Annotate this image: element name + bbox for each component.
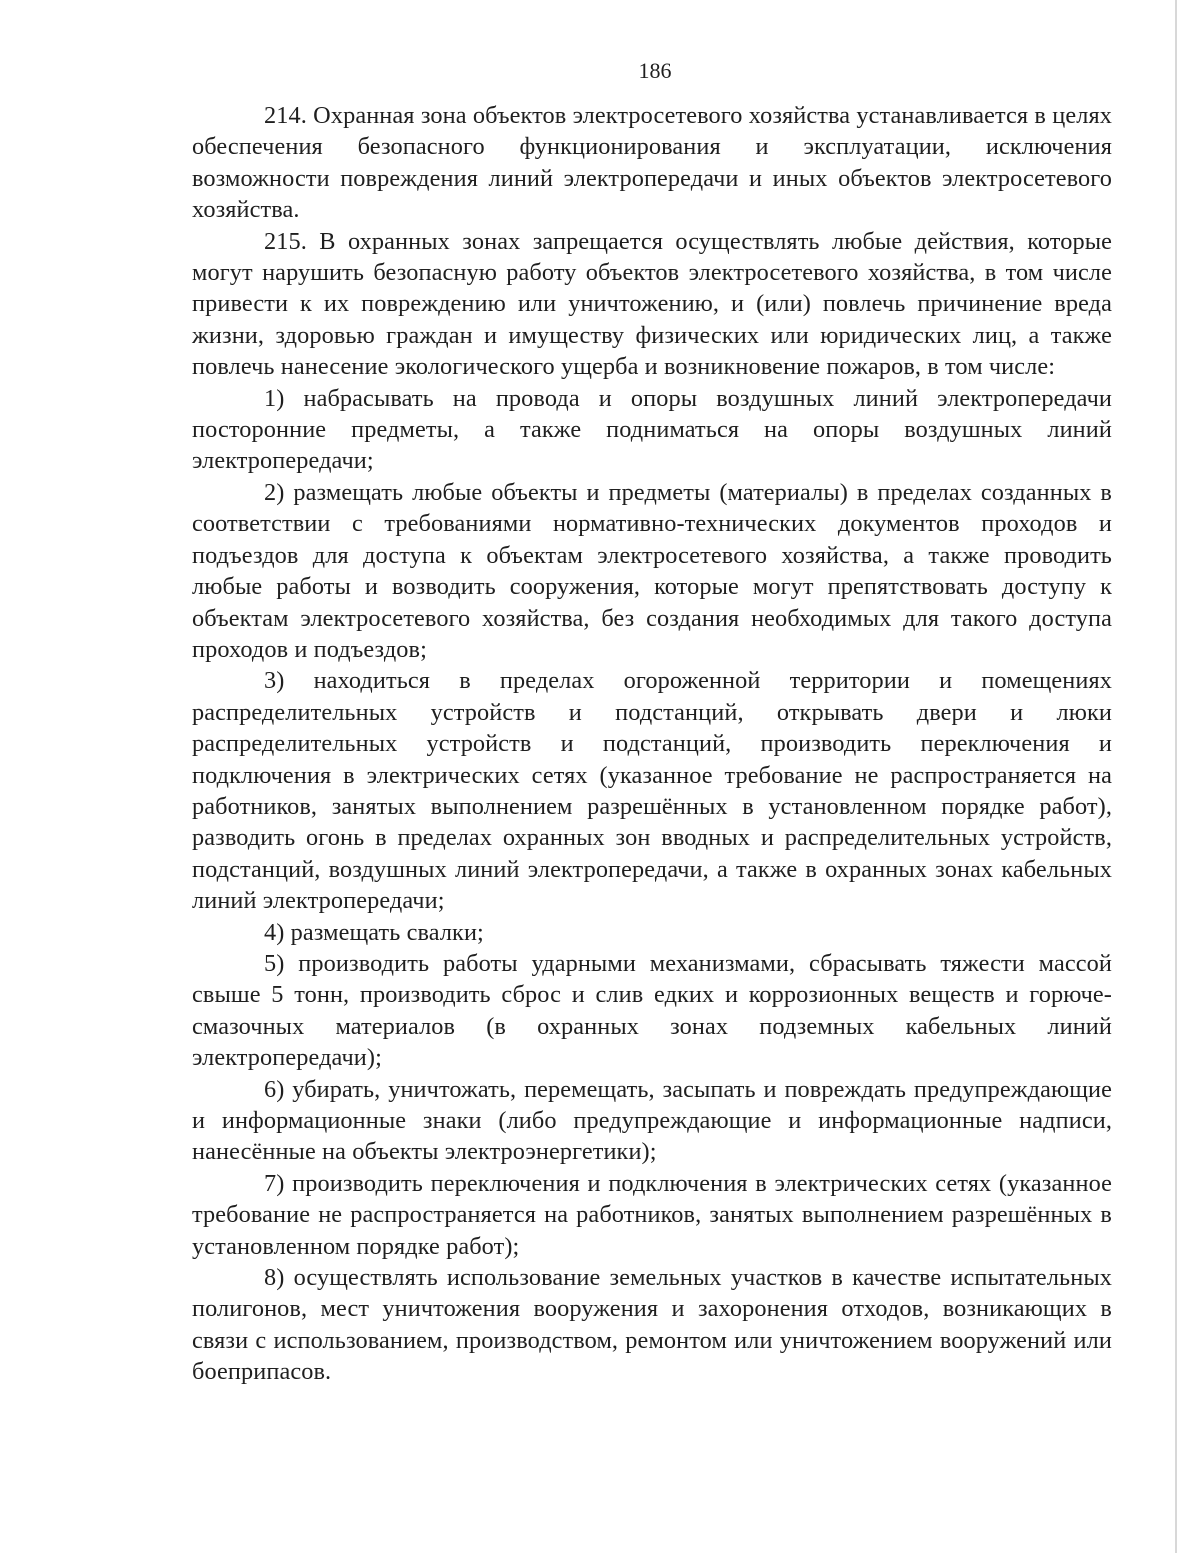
document-body (192, 100, 1112, 1388)
list-item-5: 5) производить работы ударными механизмами, сбрасывать тяжести массой свыше 5 тонн, производить сброс и слив едких и коррозионных веществ и горюче-смазочных материалов (в охранных зонах подземных кабельных линий электропередачи); (192, 949, 1112, 1072)
paragraph-214: 214. Охранная зона объектов электросетевого хозяйства устанавливается в целях обеспечения безопасного функционирования и эксплуатации, исключения возможности повреждения линий электропередачи и иных объектов электросетевого хозяйства. (192, 102, 1112, 224)
list-item-3: 3) находиться в пределах огороженной территории и помещениях распределительных устройств и подстанций, открывать двери и люки распределительных устройств и подстанций, производить переключения и подключения в электрических сетях (указанное требование не распространяется на работников, занятых выполнением разрешённых в установленном порядке работ), разводить огонь в пределах охранных зон вводных и распределительных устройств, подстанций, воздушных линий электропередачи, а также в охранных зонах кабельных линий электропередачи; (192, 667, 1112, 915)
list-item-2: 2) размещать любые объекты и предметы (материалы) в пределах созданных в соответствии с требованиями нормативно-технических документов проходов и подъездов для доступа к объектам электросетевого хозяйства, а также проводить любые работы и возводить сооружения, которые могут препятствовать доступу к объектам электросетевого хозяйства, без создания необходимых для такого доступа проходов и подъездов; (192, 478, 1112, 663)
list-item-8: 8) осуществлять использование земельных участков в качестве испытательных полигонов, мест уничтожения вооружения и захоронения отходов, возникающих в связи с использованием, производством, ремонтом или уничтожением вооружений или боеприпасов. (192, 1264, 1112, 1386)
list-item-1: 1) набрасывать на провода и опоры воздушных линий электропередачи посторонние предметы, а также подниматься на опоры воздушных линий электропередачи; (192, 384, 1112, 475)
paragraph-215: 215. В охранных зонах запрещается осуществлять любые действия, которые могут нарушить безопасную работу объектов электросетевого хозяйства, в том числе привести к их повреждению или уничтожению, и (или) повлечь причинение вреда жизни, здоровью граждан и имуществу физических или юридических лиц, а также повлечь нанесение экологического ущерба и возникновение пожаров, в том числе: (192, 227, 1112, 381)
list-item-4: 4) размещать свалки; (264, 918, 484, 946)
list-item-7: 7) производить переключения и подключения в электрических сетях (указанное требование не распространяется на работников, занятых выполнением разрешённых в установленном порядке работ); (192, 1169, 1112, 1260)
page-number: 186 (638, 58, 672, 83)
scan-edge-line (1175, 0, 1177, 1553)
list-item-6: 6) убирать, уничтожать, перемещать, засыпать и повреждать предупреждающие и информационные знаки (либо предупреждающие и информационные надписи, нанесённые на объекты электроэнергетики); (192, 1075, 1112, 1166)
